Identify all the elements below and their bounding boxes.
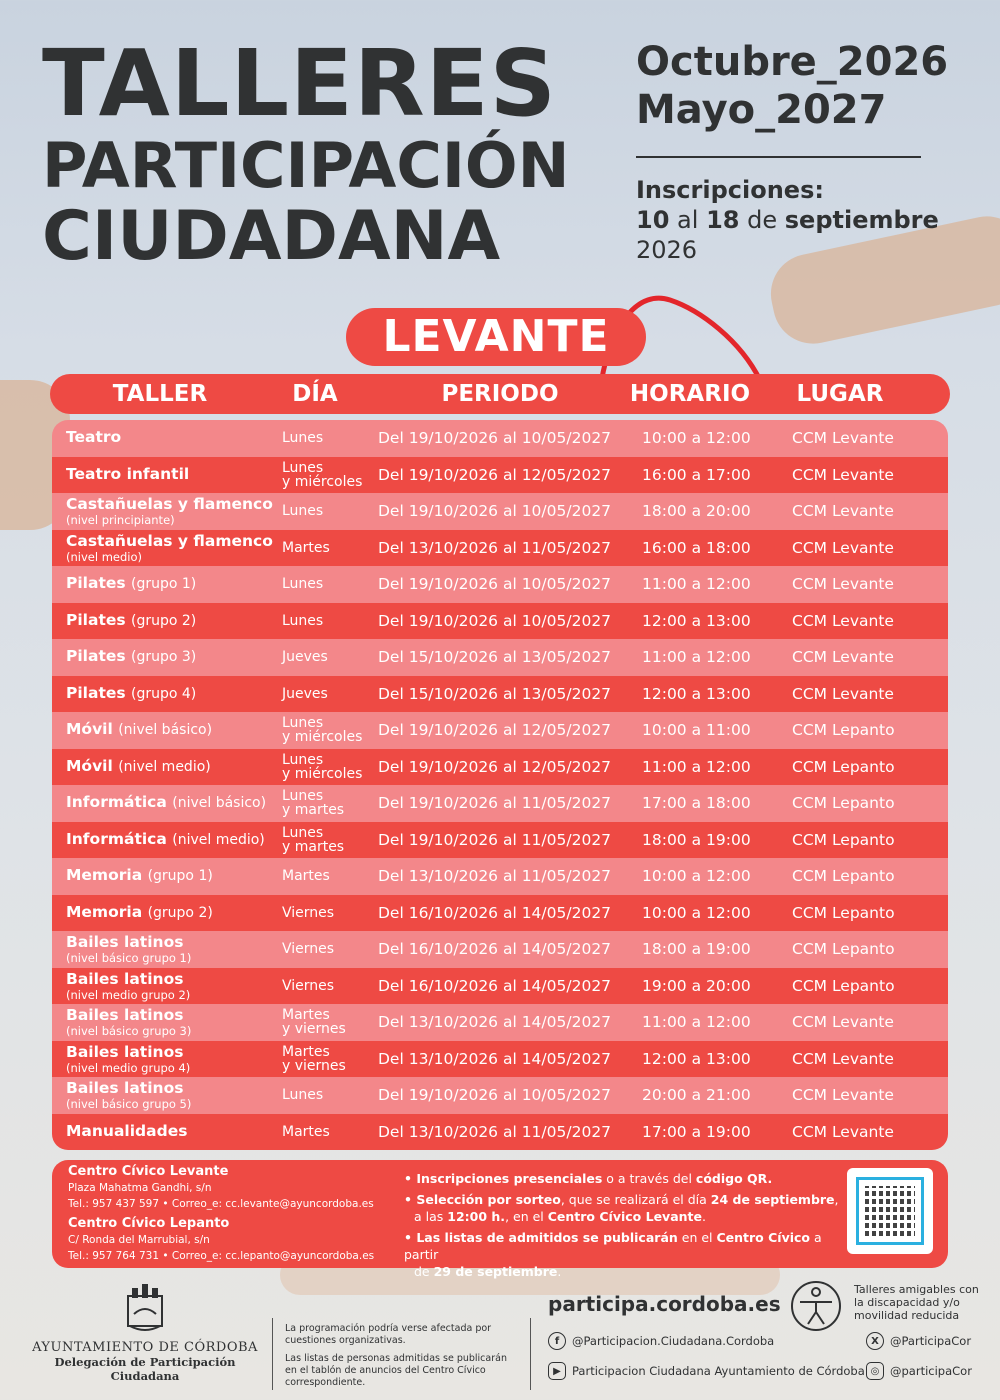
cell-taller (66, 785, 276, 822)
org-name: AYUNTAMIENTO DE CÓRDOBA (32, 1340, 258, 1355)
cell-lugar: CCM Lepanto (792, 976, 895, 995)
table-row (52, 603, 948, 640)
cell-taller (66, 1077, 276, 1114)
date-end: Mayo_2027 (636, 87, 887, 133)
cell-lugar: CCM Levante (792, 1049, 894, 1068)
bullet-lists-line2: de 29 de septiembre. (414, 1264, 562, 1279)
bullet-lottery-line2: a las 12:00 h., en el Centro Cívico Levante. (414, 1209, 706, 1224)
cell-horario: 10:00 a 11:00 (642, 721, 751, 740)
table-row (52, 566, 948, 603)
facebook-icon: f (548, 1332, 566, 1350)
center-levante-name: Centro Cívico Levante (68, 1164, 229, 1179)
cell-taller (66, 712, 276, 749)
cell-taller (66, 676, 276, 713)
cell-periodo: Del 19/10/2026 al 12/05/2027 (378, 721, 612, 740)
cell-taller (66, 457, 276, 494)
workshop-name: Bailes latinos (66, 1042, 184, 1061)
header-horario: HORARIO (629, 381, 751, 407)
divider-2 (530, 1318, 531, 1390)
workshop-name: Teatro infantil (66, 464, 190, 483)
cell-horario: 16:00 a 18:00 (642, 538, 751, 557)
accessibility-text: Talleres amigables con la discapacidad y/o movilidad reducida (854, 1283, 979, 1322)
workshop-name: Bailes latinos (66, 933, 184, 952)
cell-taller (66, 931, 276, 968)
table-row (52, 420, 948, 457)
cell-lugar: CCM Levante (792, 1013, 894, 1032)
divider (636, 156, 921, 158)
workshop-name: Móvil (nivel medio) (66, 756, 211, 775)
district-badge: LEVANTE (346, 308, 646, 366)
cell-horario: 20:00 a 21:00 (642, 1086, 751, 1105)
title-line-1: TALLERES (42, 30, 557, 137)
cell-lugar: CCM Lepanto (792, 830, 895, 849)
cell-horario: 10:00 a 12:00 (642, 903, 751, 922)
cell-taller (66, 858, 276, 895)
center-levante-contact[interactable]: Tel.: 957 437 597 • Correo_e: cc.levante@ayuncordoba.es (68, 1198, 374, 1210)
info-panel (52, 1160, 948, 1279)
accessibility-badge (788, 1278, 988, 1334)
workshop-name: Informática (nivel medio) (66, 829, 265, 848)
youtube-icon: ▶ (548, 1362, 566, 1380)
table-row (52, 749, 948, 786)
cell-lugar: CCM Lepanto (792, 940, 895, 959)
cell-horario: 12:00 a 13:00 (642, 1049, 751, 1068)
cell-taller (66, 639, 276, 676)
cell-horario: 18:00 a 19:00 (642, 830, 751, 849)
website-link[interactable]: participa.cordoba.es (548, 1292, 781, 1316)
workshops-table (52, 420, 948, 1150)
cell-dia: Lunes (282, 430, 324, 447)
header-lugar: LUGAR (796, 381, 884, 407)
cell-dia: Lunes (282, 576, 324, 593)
header-dia: DÍA (292, 381, 338, 407)
cell-periodo: Del 19/10/2026 al 12/05/2027 (378, 757, 612, 776)
cell-dia: Jueves (282, 649, 328, 666)
workshop-name: Bailes latinos (66, 1079, 184, 1098)
workshop-name: Móvil (nivel básico) (66, 720, 213, 739)
cell-periodo: Del 19/10/2026 al 10/05/2027 (378, 611, 612, 630)
cell-lugar: CCM Levante (792, 1122, 894, 1141)
cell-taller (66, 895, 276, 932)
info-bullets (404, 1170, 844, 1280)
cell-horario: 11:00 a 12:00 (642, 648, 751, 667)
cell-lugar: CCM Levante (792, 575, 894, 594)
table-row (52, 785, 948, 822)
cell-taller (66, 749, 276, 786)
cell-taller (66, 566, 276, 603)
cell-taller (66, 420, 276, 457)
youtube-link[interactable]: ▶ Participacion Ciudadana Ayuntamiento de Córdoba (548, 1362, 865, 1380)
cell-lugar: CCM Lepanto (792, 721, 895, 740)
cell-taller (66, 530, 276, 567)
workshop-level: (nivel medio grupo 2) (66, 987, 191, 1002)
cell-horario: 11:00 a 12:00 (642, 575, 751, 594)
org-department: Delegación de Participación Ciudadana (54, 1355, 236, 1383)
table-header (50, 374, 950, 414)
workshop-name: Pilates (grupo 3) (66, 647, 197, 666)
cell-dia: Lunes y miércoles (282, 459, 363, 490)
workshop-name: Teatro (66, 428, 122, 447)
workshop-level: (nivel básico grupo 5) (66, 1097, 192, 1112)
table-row (52, 858, 948, 895)
table-row (52, 712, 948, 749)
cell-periodo: Del 13/10/2026 al 11/05/2027 (378, 1122, 612, 1141)
cell-lugar: CCM Levante (792, 611, 894, 630)
header-taller: TALLER (112, 381, 208, 407)
cell-horario: 12:00 a 13:00 (642, 611, 751, 630)
workshop-name: Castañuelas y flamenco (66, 495, 273, 514)
table-row (52, 895, 948, 932)
center-lepanto-name: Centro Cívico Lepanto (68, 1216, 230, 1231)
table-row (52, 931, 948, 968)
cell-lugar: CCM Levante (792, 648, 894, 667)
divider-1 (272, 1318, 273, 1390)
cell-taller (66, 1114, 276, 1151)
table-row (52, 493, 948, 530)
workshop-name: Informática (nivel básico) (66, 793, 267, 812)
cell-dia: Lunes (282, 503, 324, 520)
table-row (52, 1041, 948, 1078)
x-link[interactable]: X @ParticipaCor (866, 1332, 971, 1350)
crest-icon (120, 1282, 170, 1334)
cell-dia: Martes (282, 1123, 330, 1140)
cell-lugar: CCM Lepanto (792, 867, 895, 886)
footnotes (285, 1323, 520, 1389)
cell-dia: Martes y viernes (282, 1007, 346, 1038)
cell-taller (66, 1041, 276, 1078)
registration-info (636, 175, 939, 265)
qr-code[interactable] (847, 1168, 933, 1254)
program-dates (636, 38, 948, 134)
cell-horario: 17:00 a 18:00 (642, 794, 751, 813)
workshop-level: (nivel medio grupo 4) (66, 1060, 191, 1075)
workshop-level: (nivel básico grupo 3) (66, 1024, 192, 1039)
cell-lugar: CCM Lepanto (792, 903, 895, 922)
cell-lugar: CCM Lepanto (792, 757, 895, 776)
cell-periodo: Del 13/10/2026 al 14/05/2027 (378, 1049, 612, 1068)
workshop-level: (nivel principiante) (66, 513, 175, 528)
cell-periodo: Del 19/10/2026 al 10/05/2027 (378, 1086, 612, 1105)
cell-lugar: CCM Levante (792, 465, 894, 484)
workshop-name: Pilates (grupo 4) (66, 683, 197, 702)
contact-info (68, 1164, 388, 1264)
cell-periodo: Del 19/10/2026 al 11/05/2027 (378, 830, 612, 849)
cell-periodo: Del 19/10/2026 al 10/05/2027 (378, 502, 612, 521)
cell-horario: 11:00 a 12:00 (642, 1013, 751, 1032)
cell-dia: Martes y viernes (282, 1043, 346, 1074)
cell-dia: Jueves (282, 685, 328, 702)
cell-dia: Viernes (282, 904, 335, 921)
cell-periodo: Del 16/10/2026 al 14/05/2027 (378, 903, 612, 922)
cell-periodo: Del 19/10/2026 al 11/05/2027 (378, 794, 612, 813)
cell-horario: 12:00 a 13:00 (642, 684, 751, 703)
cell-dia: Martes (282, 539, 330, 556)
registration-label: Inscripciones: (636, 176, 824, 204)
cell-horario: 11:00 a 12:00 (642, 757, 751, 776)
cell-periodo: Del 13/10/2026 al 11/05/2027 (378, 538, 612, 557)
table-row (52, 968, 948, 1005)
table-row (52, 457, 948, 494)
cell-taller (66, 968, 276, 1005)
title-line-3: CIUDADANA (42, 197, 501, 276)
bullet-lottery: • Selección por sorteo, que se realizará el día 24 de septiembre, (404, 1192, 839, 1207)
cell-taller (66, 493, 276, 530)
table-row (52, 822, 948, 859)
qr-pattern-overlay (865, 1186, 915, 1236)
instagram-icon: ◎ (866, 1362, 884, 1380)
cell-taller (66, 603, 276, 640)
table-row (52, 1077, 948, 1114)
facebook-link[interactable]: f @Participacion.Ciudadana.Cordoba (548, 1332, 774, 1350)
table-row (52, 1004, 948, 1041)
table-row (52, 1114, 948, 1151)
cell-dia: Martes (282, 868, 330, 885)
cell-horario: 19:00 a 20:00 (642, 976, 751, 995)
x-icon: X (866, 1332, 884, 1350)
workshop-level: (nivel medio) (66, 549, 142, 564)
cell-taller (66, 1004, 276, 1041)
cell-periodo: Del 19/10/2026 al 12/05/2027 (378, 465, 612, 484)
cell-horario: 10:00 a 12:00 (642, 867, 751, 886)
cell-periodo: Del 16/10/2026 al 14/05/2027 (378, 940, 612, 959)
cell-dia: Viernes (282, 977, 335, 994)
table-row (52, 676, 948, 713)
cell-periodo: Del 13/10/2026 al 14/05/2027 (378, 1013, 612, 1032)
cell-horario: 18:00 a 20:00 (642, 502, 751, 521)
workshop-name: Bailes latinos (66, 1006, 184, 1025)
cell-dia: Lunes y martes (282, 788, 345, 819)
city-council-logo (30, 1282, 260, 1382)
cell-periodo: Del 15/10/2026 al 13/05/2027 (378, 648, 612, 667)
cell-lugar: CCM Levante (792, 429, 894, 448)
cell-dia: Lunes y martes (282, 824, 345, 855)
workshop-name: Memoria (grupo 2) (66, 902, 213, 921)
cell-periodo: Del 15/10/2026 al 13/05/2027 (378, 684, 612, 703)
cell-dia: Lunes y miércoles (282, 715, 363, 746)
main-title (42, 30, 570, 276)
workshop-level: (nivel básico grupo 1) (66, 951, 192, 966)
bullet-lists: • Las listas de admitidos se publicarán en el Centro Cívico a partir (404, 1230, 822, 1262)
cell-horario: 17:00 a 19:00 (642, 1122, 751, 1141)
workshop-name: Manualidades (66, 1121, 188, 1140)
cell-horario: 16:00 a 17:00 (642, 465, 751, 484)
cell-lugar: CCM Levante (792, 684, 894, 703)
footnote-1: La programación podría verse afectada por cuestiones organizativas. (285, 1323, 492, 1346)
registration-year: 2026 (636, 236, 698, 264)
workshop-name: Pilates (grupo 1) (66, 574, 197, 593)
workshop-name: Castañuelas y flamenco (66, 531, 273, 550)
workshop-name: Memoria (grupo 1) (66, 866, 213, 885)
cell-dia: Lunes (282, 612, 324, 629)
cell-periodo: Del 16/10/2026 al 14/05/2027 (378, 976, 612, 995)
table-row (52, 530, 948, 567)
cell-lugar: CCM Levante (792, 1086, 894, 1105)
date-start: Octubre_2026 (636, 39, 949, 85)
cell-taller (66, 822, 276, 859)
bullet-registration: • Inscripciones presenciales o a través del código QR. (404, 1171, 773, 1186)
cell-dia: Lunes y miércoles (282, 751, 363, 782)
cell-lugar: CCM Levante (792, 538, 894, 557)
workshop-name: Pilates (grupo 2) (66, 610, 197, 629)
accessibility-icon (788, 1278, 844, 1334)
center-lepanto-address: C/ Ronda del Marrubial, s/n (68, 1234, 210, 1246)
cell-periodo: Del 19/10/2026 al 10/05/2027 (378, 575, 612, 594)
center-levante-address: Plaza Mahatma Gandhi, s/n (68, 1182, 212, 1194)
cell-dia: Lunes (282, 1087, 324, 1104)
title-line-2: PARTICIPACIÓN (42, 129, 570, 202)
table-row (52, 639, 948, 676)
cell-horario: 18:00 a 19:00 (642, 940, 751, 959)
registration-dates: 10 al 18 de septiembre (636, 206, 939, 234)
footnote-2: Las listas de personas admitidas se publicarán en el tablón de anuncios del Centro Cívico correspondiente. (285, 1353, 507, 1388)
workshop-name: Bailes latinos (66, 969, 184, 988)
instagram-link[interactable]: ◎ @participaCor (866, 1362, 972, 1380)
cell-dia: Viernes (282, 941, 335, 958)
cell-lugar: CCM Levante (792, 502, 894, 521)
cell-periodo: Del 13/10/2026 al 11/05/2027 (378, 867, 612, 886)
center-lepanto-contact[interactable]: Tel.: 957 764 731 • Correo_e: cc.lepanto@ayuncordoba.es (68, 1250, 375, 1262)
cell-horario: 10:00 a 12:00 (642, 429, 751, 448)
cell-lugar: CCM Lepanto (792, 794, 895, 813)
cell-periodo: Del 19/10/2026 al 10/05/2027 (378, 429, 612, 448)
header-periodo: PERIODO (441, 381, 559, 407)
